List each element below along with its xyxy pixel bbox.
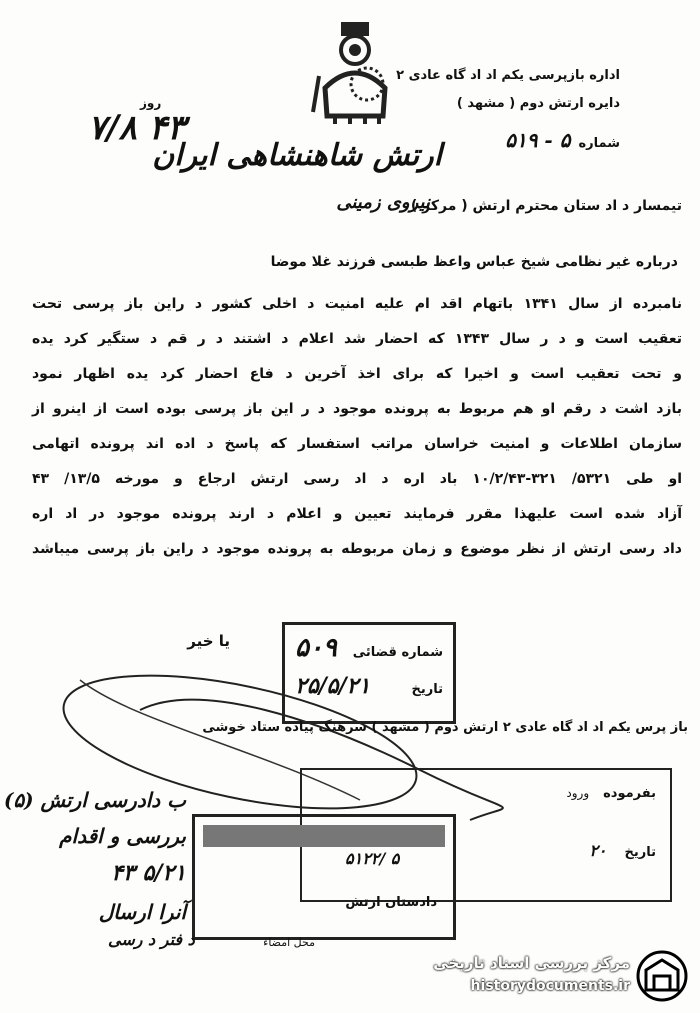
- number-row: [505, 128, 620, 152]
- office-line: اداره بازپرسی یکم اد اد گاه عادی ۲: [396, 68, 620, 83]
- watermark: [430, 946, 692, 1006]
- date-value: ۷/۸ ۴۳: [88, 108, 186, 148]
- dept-line: دایره ارتش دوم ( مشهد ): [456, 96, 620, 111]
- number-value: ۵ - ۵۱۹: [505, 128, 571, 152]
- watermark-url: historydocuments.ir: [470, 978, 630, 994]
- margin-note-line: ب دادرسی ارتش (۵): [3, 788, 186, 812]
- stamp-date-label: تاریخ: [411, 682, 443, 697]
- receipt-field-label: ورود: [566, 786, 590, 800]
- signoff: یا خیر: [187, 632, 230, 650]
- watermark-name: مرکز بررسی اسناد تاریخی: [433, 954, 630, 972]
- body-line: سازمان اطلاعات و امنیت خراسان مراتب استفسار که پاسخ د اده اند پرونده اتهامی: [32, 436, 682, 452]
- number-label: شماره: [578, 136, 620, 151]
- body-text: [32, 296, 682, 576]
- stamp-number-value: ۵۰۹: [295, 633, 337, 663]
- bottom-left-text: د فتر د رسی: [108, 930, 195, 949]
- body-line: تعقیب است و د ر سال ۱۳۴۳ که احضار شد اعلام د اشتند د ر قم د ستگیر کرد یده: [32, 331, 682, 347]
- margin-note-line: آنرا ارسال: [98, 900, 186, 924]
- body-line: آزاد شده است علیهذا مقرر فرمایند تعیین و اعلام د ارند پرونده موجود در اد اره: [32, 506, 682, 522]
- body-line: داد رسی ارتش از نظر موضوع و زمان مربوطه به پرونده موجود د راین باز پرسی میباشد: [32, 541, 682, 557]
- receipt-number: ۲۰: [589, 841, 607, 860]
- inner-stamp-bar: [203, 825, 445, 847]
- body-line: او طی ۵۳۲۱/ ۳۲۱-۱۰/۲/۴۳ باد اره د اد رسی ارتش ارجاع و مورخه ۱۳/۵/ ۴۳: [32, 471, 682, 487]
- lion-and-sun-emblem-icon: [305, 18, 405, 126]
- archive-logo-icon: [636, 950, 688, 1002]
- inner-stamp: [192, 814, 456, 940]
- stamp-number-label: شماره قضائی: [352, 645, 443, 660]
- signer-line: باز پرس یکم اد اد گاه عادی ۲ ارتش دوم ( مشهد ) سرهنگ پیاده ستاد خوشی: [202, 720, 688, 735]
- margin-note: [3, 788, 186, 936]
- subject-line: درباره غیر نظامی شیخ عباس واعظ طبسی فرزند غلا موضا: [270, 254, 678, 270]
- inner-stamp-ref: ۵۱۲۲/ ۵: [345, 849, 400, 868]
- date-label: روز: [140, 96, 162, 110]
- margin-note-line: ۵/۲۱ ۴۳: [111, 860, 186, 886]
- org-title: ارتش شاهنشاهی ایران: [152, 138, 442, 173]
- body-line: نامبرده از سال ۱۳۴۱ باتهام اقد ام علیه امنیت د اخلی کشور د راین باز پرسی تحت: [32, 296, 682, 312]
- receipt-date-label: تاریخ: [624, 845, 656, 860]
- stamp-note: محل امضاء: [263, 936, 315, 949]
- ministry-label: دادستان ارتش: [345, 895, 437, 910]
- stamp-date-value: ۲۵/۵/۲۱: [295, 673, 371, 699]
- body-line: و تحت تعقیب است و اخیرا که برای اخذ آخرین د فاع احضار کرد یده اظهار نمود: [32, 366, 682, 382]
- receipt-received-label: بفرموده: [603, 786, 656, 801]
- org-subtitle: نیروی زمینی: [336, 192, 430, 213]
- body-line: بازد اشت د رقم او هم مربوط به پرونده موجود د ر این باز پرسی بوده است از اینرو از: [32, 401, 682, 417]
- addressee: تیمسار د اد ستان محترم ارتش ( مرکز ): [410, 198, 682, 214]
- margin-note-line: بررسی و اقدام: [59, 824, 186, 848]
